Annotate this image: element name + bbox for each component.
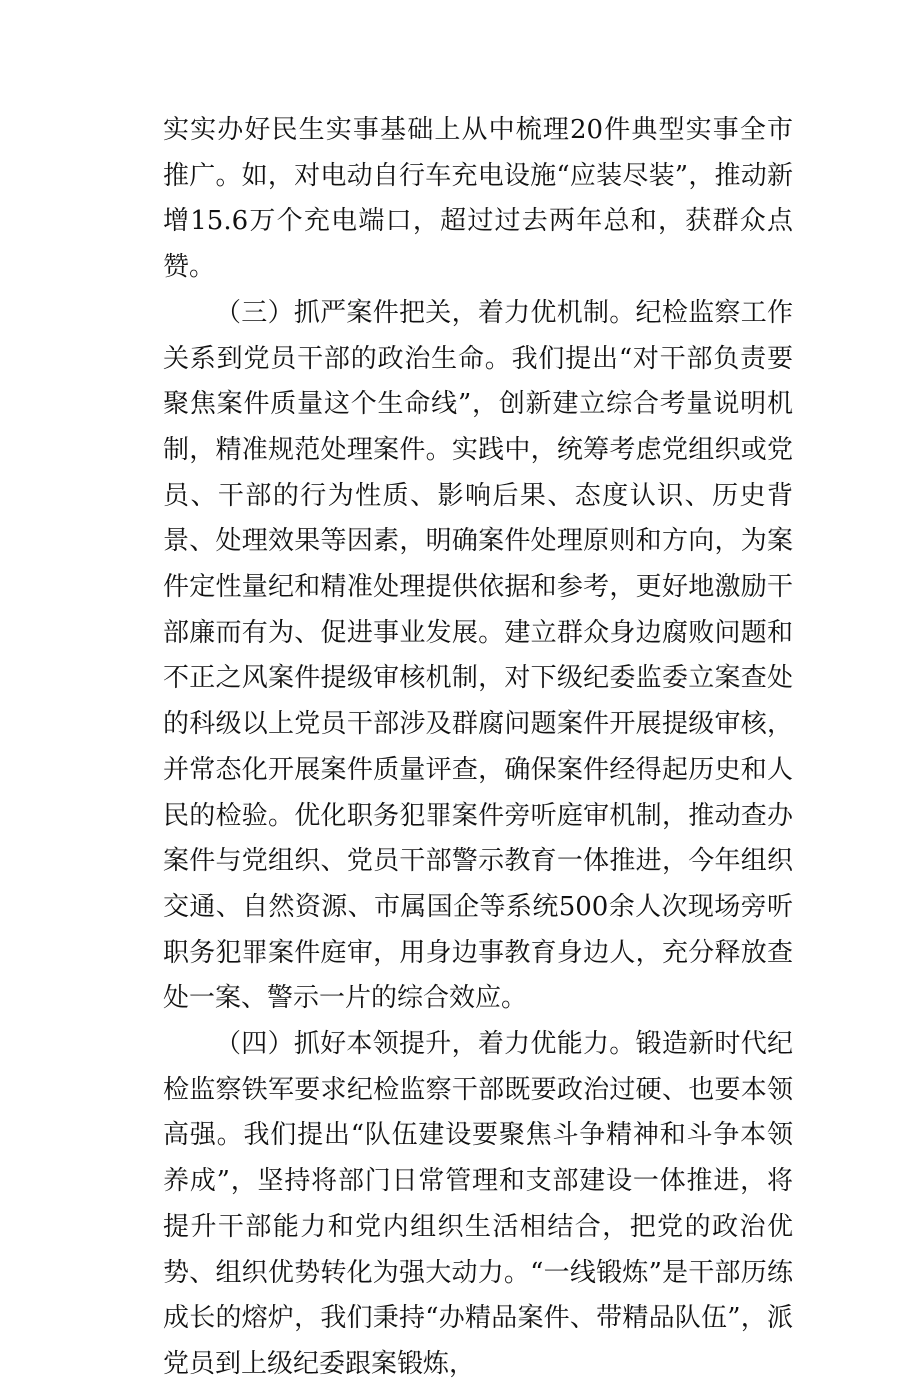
paragraph-section-four: （四）抓好本领提升，着力优能力。锻造新时代纪检监察铁军要求纪检监察干部既要政治过硬、也要本领高强。我们提出“队伍建设要聚焦斗争精神和斗争本领养成”，坚持将部门日常管理和支部建设一体推进，将提升干部能力和党内组织生活相结合，把党的政治优势、组织优势转化为强大动力。“一线锻炼”是干部历练成长的熔炉，我们秉持“办精品案件、带精品队伍”，派党员到上级纪委跟案锻炼，: [163, 1029, 793, 1379]
paragraph-section-three: （三）抓严案件把关，着力优机制。纪检监察工作关系到党员干部的政治生命。我们提出“对干部负责要聚焦案件质量这个生命线”，创新建立综合考量说明机制，精准规范处理案件。实践中，统筹考虑党组织或党员、干部的行为性质、影响后果、态度认识、历史背景、处理效果等因素，明确案件处理原则和方向，为案件定性量纪和精准处理提供依据和参考，更好地激励干部廉而有为、促进事业发展。建立群众身边腐败问题和不正之风案件提级审核机制，对下级纪委监委立案查处的科级以上党员干部涉及群腐问题案件开展提级审核，并常态化开展案件质量评查，确保案件经得起历史和人民的检验。优化职务犯罪案件旁听庭审机制，推动查办案件与党组织、党员干部警示教育一体推进，今年组织交通、自然资源、市属国企等系统500余人次现场旁听职务犯罪案件庭审，用身边事教育身边人，充分释放查处一案、警示一片的综合效应。: [163, 297, 793, 1014]
document-body: [163, 108, 793, 1388]
paragraph-continuation: 实实办好民生实事基础上从中梳理20件典型实事全市推广。如，对电动自行车充电设施“应装尽装”，推动新增15.6万个充电端口，超过过去两年总和，获群众点赞。: [163, 115, 793, 283]
